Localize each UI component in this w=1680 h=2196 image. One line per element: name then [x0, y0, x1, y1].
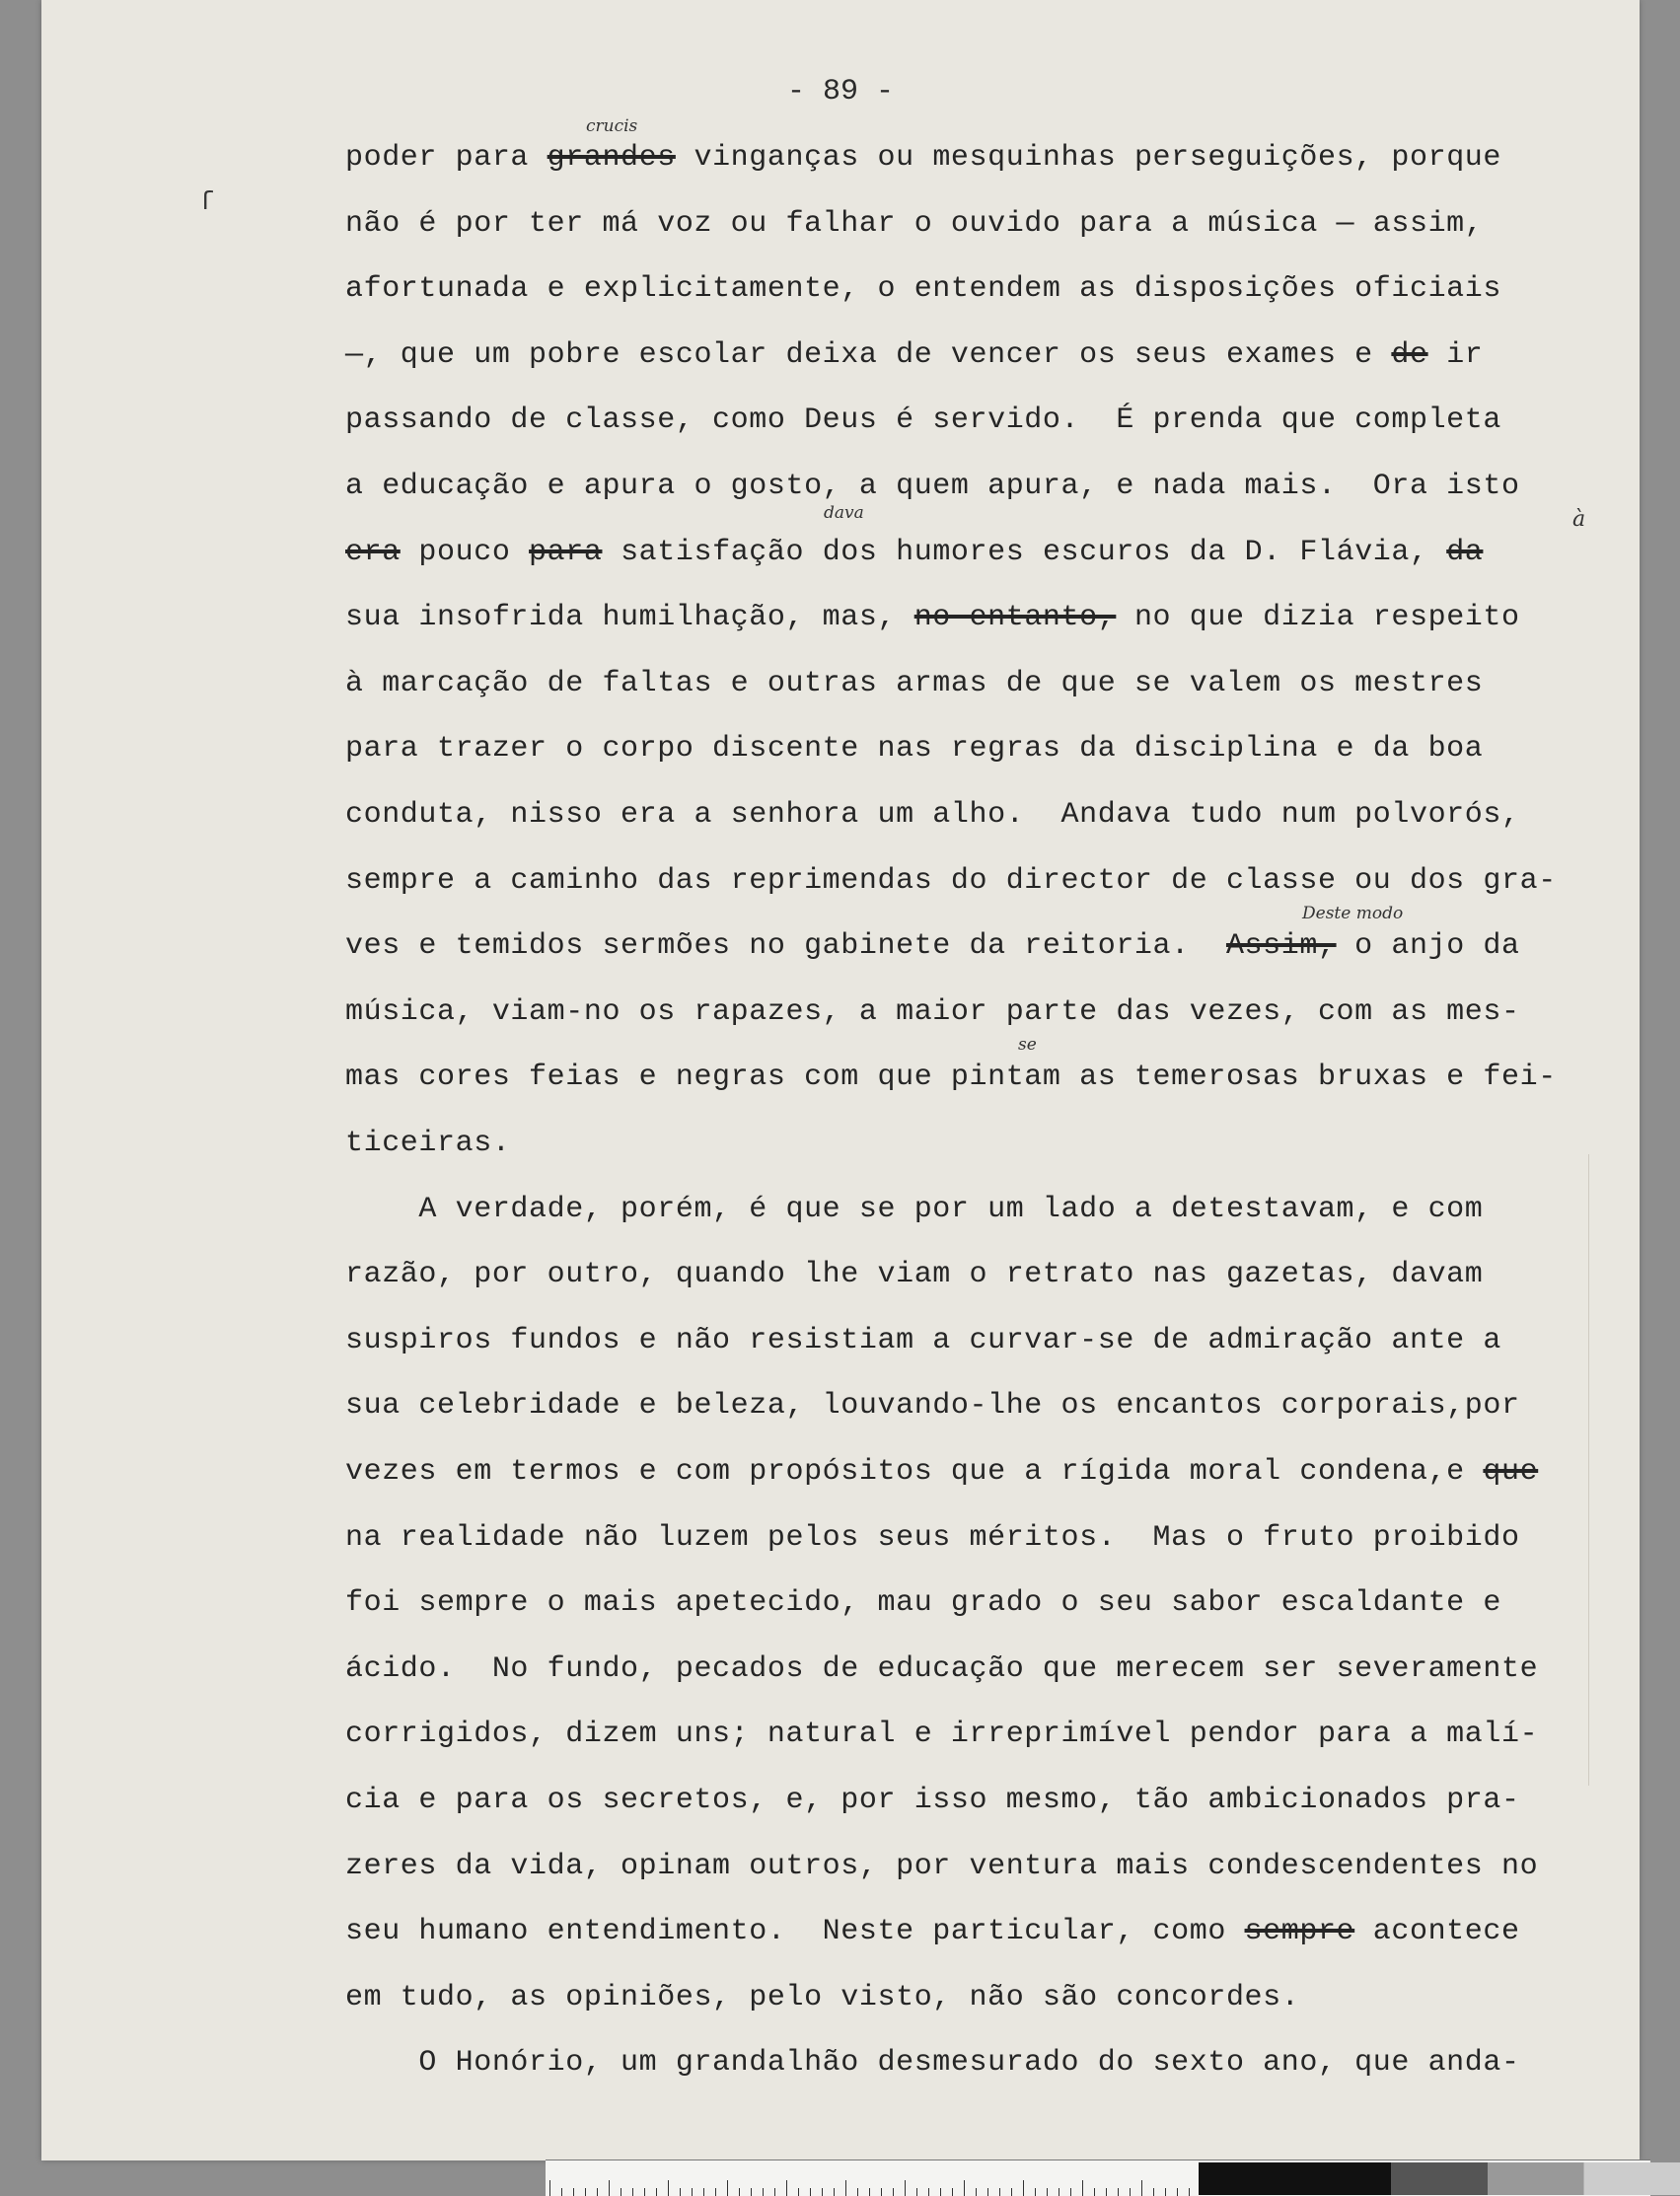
struck-word: da [1446, 535, 1484, 569]
page-fold [1588, 1154, 1589, 1786]
line-text: zeres da vida, opinam outros, por ventura mais condescendentes no [345, 1849, 1539, 1883]
line-text: o anjo da [1336, 929, 1520, 964]
line-text: ir [1427, 337, 1484, 372]
ruler-tick [549, 2180, 550, 2196]
text-line [345, 207, 1647, 241]
ruler-tick [905, 2180, 906, 2196]
ruler-tick [845, 2180, 846, 2196]
text-line [345, 1981, 1647, 2014]
line-text: em tudo, as opiniões, pelo visto, não são concordes. [345, 1980, 1300, 2014]
text-line [345, 403, 1647, 437]
text-line [345, 338, 1647, 372]
line-text: conduta, nisso era a senhora um alho. Andava tudo num polvorós, [345, 798, 1520, 832]
text-line [345, 1521, 1647, 1555]
text-line [345, 272, 1647, 306]
line-text: para trazer o corpo discente nas regras da disciplina e da boa [345, 732, 1484, 767]
struck-word: Assim, [1225, 929, 1337, 964]
line-text: poder para [345, 141, 548, 175]
line-text: música, viam-no os rapazes, a maior parte das vezes, com as mes- [345, 994, 1520, 1029]
line-text: ticeiras. [345, 1127, 511, 1160]
struck-word: que [1483, 1455, 1539, 1489]
text-line [345, 1061, 1647, 1094]
struck-word: de [1391, 337, 1428, 372]
line-text: suspiros fundos e não resistiam a curvar-se de admiração ante a [345, 1323, 1501, 1357]
color-scale-bar [1199, 2162, 1680, 2195]
handwritten-insertion-dava: dava [824, 503, 864, 523]
text-line [345, 1258, 1647, 1291]
line-text: O Honório, um grandalhão desmesurado do sexto ano, que anda- [345, 2046, 1520, 2081]
line-text: seu humano entendimento. Neste particular, como [345, 1915, 1245, 1949]
line-text: à marcação de faltas e outras armas de que se valem os mestres [345, 666, 1484, 700]
text-line [345, 601, 1647, 634]
line-text: a educação e apura o gosto, a quem apura, e nada mais. Ora isto [345, 470, 1520, 503]
line-text: no que dizia respeito [1116, 601, 1520, 635]
struck-word: sempre [1244, 1915, 1355, 1949]
struck-word: para [529, 535, 603, 569]
document-page [41, 0, 1640, 2160]
line-text: acontece [1354, 1915, 1520, 1949]
line-text: cia e para os secretos, e, por isso mesmo, tão ambicionados pra- [345, 1784, 1520, 1817]
text-line [345, 1455, 1647, 1489]
ruler-tick [1082, 2180, 1083, 2196]
text-line [345, 1652, 1647, 1686]
line-text: foi sempre o mais apetecido, mau grado o seu sabor escaldante e [345, 1586, 1501, 1621]
margin-mark: ſ [199, 187, 215, 217]
text-line [345, 667, 1647, 700]
line-text: passando de classe, como Deus é servido. É prenda que completa [345, 403, 1501, 438]
text-line [345, 1586, 1647, 1620]
line-text: na realidade não luzem pelos seus méritos. Mas o fruto proibido [345, 1520, 1520, 1555]
text-line [345, 1389, 1647, 1423]
text-line [345, 1718, 1647, 1751]
line-text: corrigidos, dizem uns; natural e irreprimível pendor para a malí- [345, 1718, 1539, 1752]
ruler-tick [1141, 2180, 1142, 2196]
line-text: —, que um pobre escolar deixa de vencer os seus exames e [345, 337, 1392, 372]
text-line [345, 1915, 1647, 1948]
ruler-tick [786, 2180, 787, 2196]
text-line [345, 1784, 1647, 1817]
handwritten-insertion-se: se [1018, 1035, 1037, 1055]
ruler-tick [668, 2180, 669, 2196]
handwritten-insertion-a-grave: à [1572, 507, 1586, 532]
line-text: afortunada e explicitamente, o entendem as disposições oficiais [345, 272, 1501, 307]
line-text: satisfação dos humores escuros da D. Flávia, [602, 535, 1447, 569]
ruler-tick [727, 2180, 728, 2196]
text-line [345, 732, 1647, 766]
page-number: - 89 - [786, 75, 895, 109]
line-text: não é por ter má voz ou falhar o ouvido para a música — assim, [345, 206, 1484, 241]
line-text: razão, por outro, quando lhe viam o retrato nas gazetas, davam [345, 1258, 1484, 1292]
text-line [345, 1324, 1647, 1357]
handwritten-insertion-deste-modo: Deste modo [1302, 904, 1404, 923]
text-line [345, 798, 1647, 832]
line-text: A verdade, porém, é que se por um lado a detestavam, e com [345, 1192, 1484, 1226]
struck-word: era [345, 535, 401, 569]
line-text: vinganças ou mesquinhas perseguições, porque [675, 141, 1502, 175]
line-text: pouco [400, 535, 530, 569]
text-line [345, 470, 1647, 503]
text-line [345, 141, 1647, 175]
text-line [345, 1850, 1647, 1883]
ruler-tick [609, 2180, 610, 2196]
line-text: sua insofrida humilhação, mas, [345, 601, 914, 635]
line-text: sua celebridade e beleza, louvando-lhe os encantos corporais,por [345, 1389, 1520, 1424]
text-line [345, 2046, 1647, 2080]
text-line [345, 864, 1647, 898]
ruler-tick [1023, 2180, 1024, 2196]
ruler-tick [964, 2180, 965, 2196]
text-line [345, 929, 1647, 963]
text-line [345, 995, 1647, 1029]
text-line [345, 1127, 1647, 1160]
line-text: mas cores feias e negras com que pintam as temerosas bruxas e fei- [345, 1061, 1557, 1095]
line-text: sempre a caminho das reprimendas do director de classe ou dos gra- [345, 863, 1557, 898]
struck-word: grandes [547, 141, 676, 175]
line-text: ácido. No fundo, pecados de educação que merecem ser severamente [345, 1651, 1539, 1686]
struck-word: no entanto, [913, 601, 1117, 635]
line-text: ves e temidos sermões no gabinete da reitoria. [345, 929, 1226, 964]
text-line [345, 536, 1647, 569]
line-text: vezes em termos e com propósitos que a rígida moral condena,e [345, 1455, 1484, 1489]
handwritten-insertion-crucis: crucis [586, 116, 638, 136]
text-line [345, 1193, 1647, 1226]
